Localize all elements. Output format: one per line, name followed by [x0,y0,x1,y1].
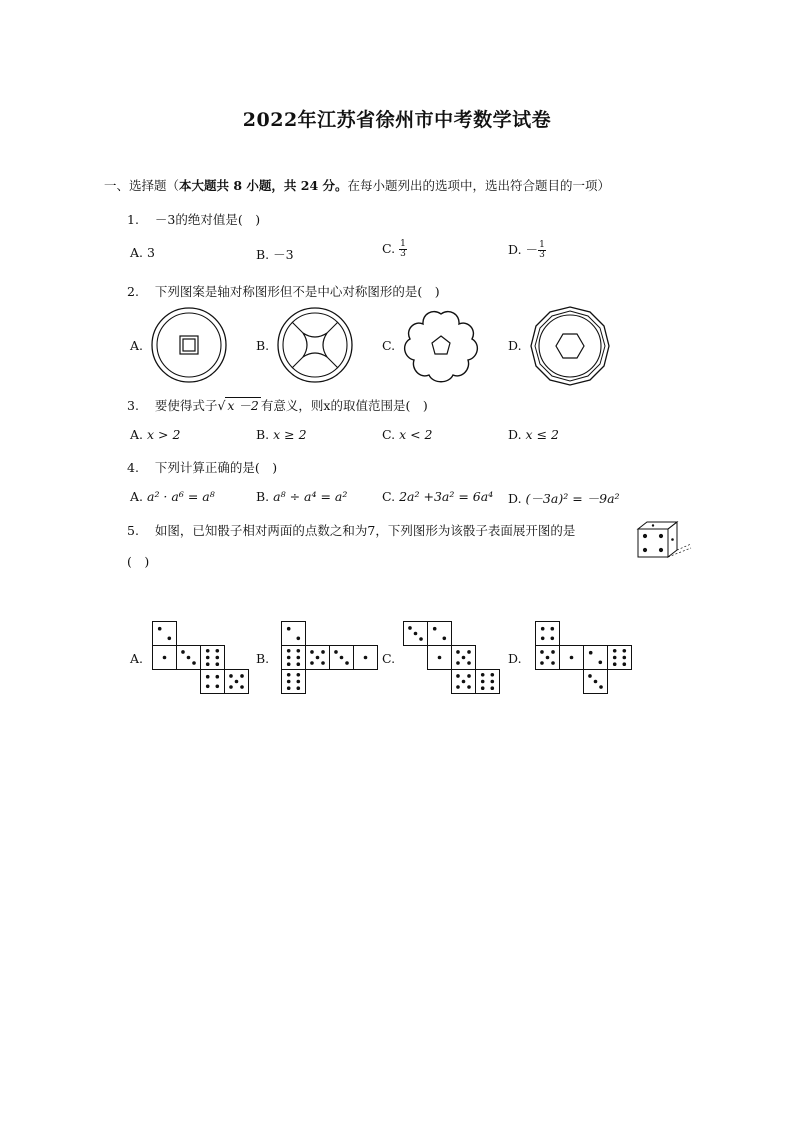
denominator: 3 [400,249,406,259]
die-pip [481,673,485,677]
die-face-outline [428,622,452,646]
die-face [608,646,632,670]
die-pip [310,661,314,665]
die-face-outline [282,646,306,670]
radical-sign: √ [217,398,226,413]
plum-blossom-figure [402,306,480,384]
die-pip [364,656,368,660]
die-face [428,646,452,670]
q2-option-d[interactable]: D. [508,338,522,353]
die-face [536,622,560,646]
die-pip [540,661,544,665]
die-face-outline [608,646,632,670]
die-pip [297,673,301,677]
die-face [452,646,476,670]
option-value: －3 [273,247,294,262]
die-net-b [281,621,377,694]
die-face [536,646,560,670]
q2-option-c[interactable]: C. [382,338,396,353]
die-pip [462,680,466,684]
die-pip [551,661,555,665]
die-pip [613,656,617,660]
question-number: 2. [127,284,139,299]
section-heading [104,176,610,194]
die-pip [462,656,466,660]
die-pip [297,662,301,666]
q1-option-d[interactable] [508,240,546,260]
die-pip [589,651,593,655]
die-pip [613,662,617,666]
option-letter: D. [508,491,522,506]
option-letter: D. [508,242,522,257]
die-pip [216,685,220,689]
die-pip [467,685,471,689]
die-pip [206,649,210,653]
q2-option-b[interactable]: B. [256,338,270,353]
q4-option-b[interactable] [256,489,347,504]
die-face [354,646,378,670]
option-letter: A. [130,245,144,260]
die-pip [541,627,545,631]
die-face [282,622,306,646]
die-pip [491,673,495,677]
die-pip [287,662,291,666]
option-value: x ≥ 2 [273,427,307,442]
q2-option-a[interactable]: A. [130,338,144,353]
die-face [225,670,249,694]
option-letter: C. [382,427,396,442]
option-value: 3 [147,245,155,260]
die-face [584,670,608,694]
q1-option-b[interactable] [256,245,294,263]
question-number: 5. [127,523,139,538]
die-pip [316,656,320,660]
die-pip [541,637,545,641]
question-text: 下列图案是轴对称图形但不是中心对称图形的是( ) [154,284,440,299]
die-pip [168,637,172,641]
die-pip [321,661,325,665]
die-face [282,646,306,670]
q4-option-c[interactable] [382,489,493,504]
die-pip [216,662,220,666]
die-pip [551,650,555,654]
option-value: a² · a⁶ = a⁸ [147,489,215,504]
die-pip [433,627,437,631]
question-number: 4. [127,460,139,475]
die-pip [229,685,233,689]
die-face-outline [282,622,306,646]
die-pip [438,656,442,660]
die-pip [216,649,220,653]
die-pip [240,674,244,678]
die-pip [408,626,412,630]
die-pip [334,650,338,654]
die-pip [414,632,418,636]
die-pip [216,656,220,660]
die-pip [481,686,485,690]
question-text-before: 要使得式子 [154,398,218,413]
die-pip [345,661,349,665]
die-face-outline [153,622,177,646]
die-pip [456,650,460,654]
die-pip [321,650,325,654]
die-face [201,646,225,670]
die-pip [206,685,210,689]
die-pip [540,650,544,654]
die-pip [546,656,550,660]
die-pip [229,674,233,678]
die-pip [467,674,471,678]
die-pip [216,675,220,679]
die-pip [287,686,291,690]
question-text: 如图，已知骰子相对两面的点数之和为7，下列图形为该骰子表面展开图的是 [154,523,576,538]
coin-curved-star-figure [276,306,354,384]
die-face-outline [476,670,500,694]
option-letter: A. [130,489,144,504]
die-pip [456,674,460,678]
section-rest: 在每小题列出的选项中，选出符合题目的一项） [347,178,611,193]
die-pip [613,649,617,653]
die-pip [481,680,485,684]
q1-option-c[interactable] [382,240,407,259]
die-pip [158,627,162,631]
q5-option-a[interactable]: A. [130,651,144,666]
die-pip [163,656,167,660]
die-pip [297,649,301,653]
question-text: 下列计算正确的是( ) [154,460,278,475]
option-value: x ≤ 2 [525,427,559,442]
die-pip [310,650,314,654]
die-pip [287,656,291,660]
die-pip [570,656,574,660]
q3-option-a[interactable] [130,427,180,442]
question-1 [127,210,260,228]
die-pip [297,656,301,660]
die-net-a [152,621,248,694]
fraction [399,240,407,259]
die-face [177,646,201,670]
option-value: (－3a)² = －9a² [525,491,620,506]
die-pip [623,649,627,653]
die-face [306,646,330,670]
die-face [201,670,225,694]
die-pip [287,649,291,653]
die-face [404,622,428,646]
die-face [282,670,306,694]
die-face-outline [201,646,225,670]
die-pip [456,661,460,665]
die-pip [419,637,423,641]
fraction [538,241,546,260]
option-letter: B. [256,247,270,262]
die-face [452,670,476,694]
option-letter: D. [508,427,522,442]
question-number: 1. [127,212,139,227]
die-net-c [403,621,499,694]
page-title: 2022年江苏省徐州市中考数学试卷 [242,109,552,131]
q5-option-b[interactable]: B. [256,651,270,666]
question-text: －3的绝对值是( ) [154,212,261,227]
q3-option-c[interactable] [382,427,433,442]
question-number: 3. [127,398,139,413]
die-pip [206,656,210,660]
die-face-outline [282,670,306,694]
option-letter: C. [382,241,396,256]
question-4 [127,458,277,476]
option-letter: B. [256,427,270,442]
option-letter: A. [130,427,144,442]
die-pip [287,673,291,677]
die-pip [181,650,185,654]
question-2 [127,282,440,300]
die-pip [623,662,627,666]
die-pip [192,661,196,665]
die-pip [443,637,447,641]
die-face-outline [536,622,560,646]
die-pip [551,627,555,631]
question-5-paren: ( ) [127,554,150,569]
die-pip [467,650,471,654]
die-pip [206,662,210,666]
dodecagon-hexagon-figure [530,306,610,386]
die-face [153,646,177,670]
die-face-outline [584,646,608,670]
die-pip [297,637,301,641]
die-pip [551,637,555,641]
option-value: x > 2 [147,427,181,442]
die-face [560,646,584,670]
question-5 [127,521,575,539]
die-pip [187,656,191,660]
q3-option-d[interactable] [508,427,559,442]
die-pip [287,627,291,631]
q4-option-a[interactable] [130,489,215,504]
die-pip [599,661,603,665]
section-label: 一、选择题（ [104,178,180,193]
option-value: 2a² +3a² = 6a⁴ [399,489,494,504]
numerator: 1 [400,239,406,249]
die-3d-figure [636,520,694,560]
die-face [476,670,500,694]
die-net-d [535,621,631,694]
die-pip [240,685,244,689]
die-pip [297,686,301,690]
die-pip [206,675,210,679]
die-pip [340,656,344,660]
die-pip [594,680,598,684]
die-face [584,646,608,670]
radicand: x －2 [227,398,259,413]
die-pip [588,674,592,678]
option-value: a⁸ ÷ a⁴ = a² [273,489,348,504]
question-text-after: 有意义，则x的取值范围是( ) [260,398,428,413]
option-letter: B. [256,489,270,504]
q4-option-d[interactable] [508,489,620,507]
coin-square-hole-figure [150,306,228,384]
die-pip [235,680,239,684]
denominator: 3 [539,250,545,260]
q5-option-c[interactable]: C. [382,651,396,666]
die-pip [467,661,471,665]
die-pip [491,686,495,690]
q5-option-d[interactable]: D. [508,651,522,666]
die-pip [623,656,627,660]
question-3 [127,396,428,414]
numerator: 1 [539,240,545,250]
option-value: x < 2 [399,427,433,442]
q1-option-a[interactable] [130,245,155,260]
die-pip [287,680,291,684]
die-pip [456,685,460,689]
option-prefix: － [525,242,539,257]
die-pip [599,685,603,689]
die-face-outline [201,670,225,694]
option-letter: C. [382,489,396,504]
section-bold-text: 本大题共 8 小题，共 24 分。 [179,178,348,193]
q3-option-b[interactable] [256,427,307,442]
die-face [428,622,452,646]
die-face [153,622,177,646]
die-pip [491,680,495,684]
die-pip [297,680,301,684]
die-face [330,646,354,670]
